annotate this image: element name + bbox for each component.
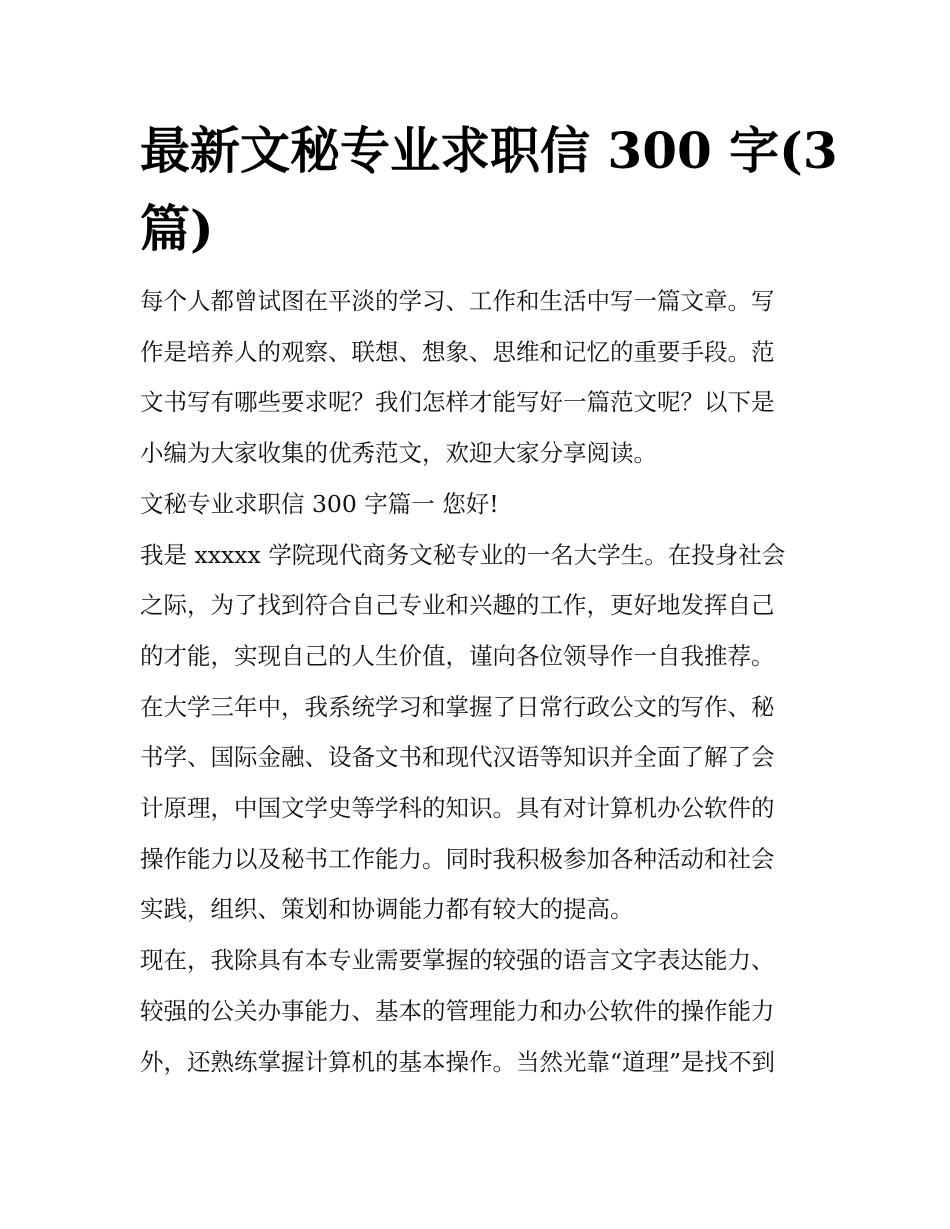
text-line: 现在，我除具有本专业需要掌握的较强的语言文字表达能力、: [140, 946, 775, 975]
title-line: 最新文秘专业求职信 300 字(3: [140, 121, 838, 180]
paragraph-heading-letter-1: [140, 479, 816, 530]
paragraph-self-introduction: [140, 530, 816, 682]
text-line: 操作能力以及秘书工作能力。同时我积极参加各种活动和社会: [140, 844, 775, 873]
paragraph-intro: [140, 276, 816, 479]
document-title: [140, 112, 838, 268]
text-line: 在大学三年中，我系统学习和掌握了日常行政公文的写作、秘: [140, 692, 775, 721]
title-line: 篇): [140, 199, 214, 258]
text-line: 实践，组织、策划和协调能力都有较大的提高。: [140, 895, 634, 924]
text-line: 文书写有哪些要求呢？我们怎样才能写好一篇范文呢？以下是: [140, 388, 775, 417]
text-line: 文秘专业求职信 300 字篇一 您好!: [140, 489, 499, 518]
text-line: 书学、国际金融、设备文书和现代汉语等知识并全面了解了会: [140, 743, 775, 772]
document-body: [140, 276, 816, 1087]
text-line: 作是培养人的观察、联想、想象、思维和记忆的重要手段。范: [140, 337, 775, 366]
paragraph-skills: [140, 935, 816, 1087]
paragraph-education: [140, 682, 816, 936]
text-line: 之际，为了找到符合自己专业和兴趣的工作，更好地发挥自己: [140, 591, 775, 620]
text-line: 我是 xxxxx 学院现代商务文秘专业的一名大学生。在投身社会: [140, 540, 786, 569]
text-line: 的才能，实现自己的人生价值，谨向各位领导作一自我推荐。: [140, 641, 775, 670]
text-line: 较强的公关办事能力、基本的管理能力和办公软件的操作能力: [140, 996, 775, 1025]
text-line: 每个人都曾试图在平淡的学习、工作和生活中写一篇文章。写: [140, 287, 775, 315]
text-line: 小编为大家收集的优秀范文，欢迎大家分享阅读。: [140, 439, 657, 468]
text-line: 计原理，中国文学史等学科的知识。具有对计算机办公软件的: [140, 794, 775, 823]
text-line: 外，还熟练掌握计算机的基本操作。当然光靠“道理”是找不到: [140, 1047, 776, 1076]
